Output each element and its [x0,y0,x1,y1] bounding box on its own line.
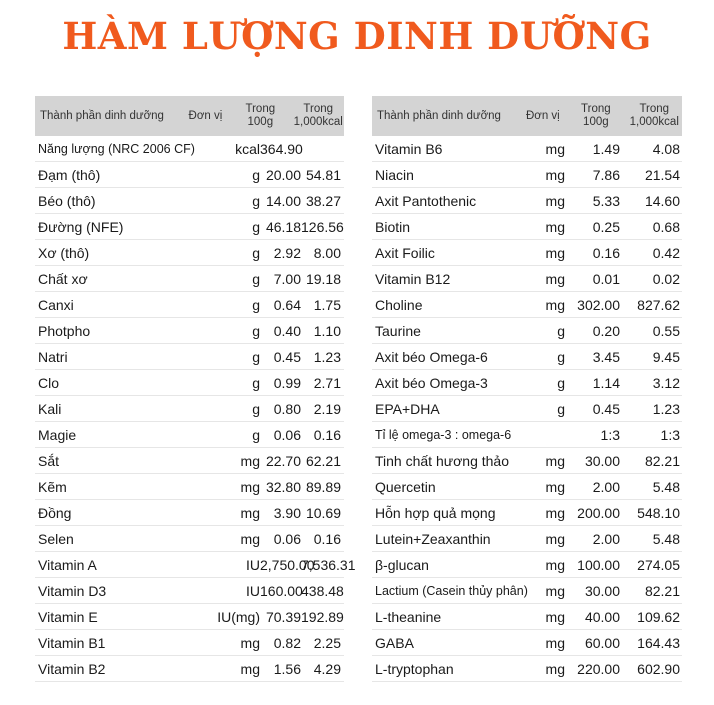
table-row [35,162,344,188]
nutrient-name: Axit béo Omega-3 [375,374,488,391]
table-row [35,604,344,630]
table-row [372,344,682,370]
unit-cell: mg [240,452,260,469]
value-per1000: 5.48 [652,478,680,495]
value-per100: 0.82 [273,634,301,651]
nutrient-name: Sắt [38,452,60,469]
nutrient-name: Biotin [375,218,411,235]
table-row [35,214,344,240]
value-per1000: 0.55 [652,322,680,339]
value-per100: 3.90 [273,504,301,521]
unit-cell: mg [545,556,565,573]
value-per100: 100.00 [577,556,620,573]
nutrient-name: Taurine [375,322,421,339]
header-name: Thành phần dinh dưỡng [377,110,501,122]
unit-cell: mg [545,218,565,235]
table-row [372,500,682,526]
table-row [372,422,682,448]
value-per1000: 1.10 [313,322,341,339]
table-row [35,422,344,448]
unit-cell: g [252,348,260,365]
unit-cell: g [252,244,260,261]
value-per100: 14.00 [265,192,301,209]
table-row [372,604,682,630]
nutrient-name: Vitamin D3 [38,582,107,599]
table-row [372,474,682,500]
value-per1000: 8.00 [313,244,341,261]
nutrient-name: Đạm (thô) [38,166,101,183]
table-row [372,578,682,604]
table-row [35,240,344,266]
nutrient-name: Vitamin A [38,556,97,573]
value-per1000: 10.69 [305,504,341,521]
table-body-left [35,136,356,682]
nutrient-name: Selen [38,530,74,547]
nutrient-name: Choline [375,296,423,313]
unit-cell: g [557,400,565,417]
table-row [372,526,682,552]
table-row [35,630,344,656]
value-per100: 5.33 [592,192,620,209]
nutrient-name: Axit béo Omega-6 [375,348,488,365]
unit-cell: mg [545,244,565,261]
value-per100: 70.39 [265,608,301,625]
table-row [372,240,682,266]
nutrition-table-right [372,96,682,682]
table-header [35,96,344,136]
table-row [35,292,344,318]
value-per1000: 0.68 [652,218,680,235]
header-per100: Trong 100g [245,103,276,128]
value-per100: 0.64 [273,296,301,313]
value-per1000: 0.42 [652,244,680,261]
value-per1000: 89.89 [305,478,341,495]
value-per1000: 9.45 [652,348,680,365]
nutrient-name: Vitamin B1 [38,634,106,651]
value-per100: 2,750.00 [260,556,315,573]
table-row [35,552,356,578]
nutrient-name: Vitamin E [38,608,98,625]
value-per100: 0.06 [273,530,301,547]
nutrient-name: Hỗn hợp quả mọng [375,504,496,521]
table-row [35,526,344,552]
value-per100: 2.00 [592,530,620,547]
unit-cell: mg [240,504,260,521]
unit-cell: IU [246,556,260,573]
table-row [35,266,344,292]
value-per1000: 274.05 [637,556,680,573]
nutrient-name: Vitamin B6 [375,140,443,157]
table-row [372,162,682,188]
value-per1000: 3.12 [652,374,680,391]
nutrient-name: Quercetin [375,478,436,495]
unit-cell: g [557,374,565,391]
table-row [35,318,344,344]
table-body-right [372,136,682,682]
value-per100: 160.00 [260,582,303,599]
unit-cell: mg [545,634,565,651]
table-row [372,214,682,240]
nutrient-name: Béo (thô) [38,192,96,209]
nutrient-name: Magie [38,426,77,443]
table-row [372,552,682,578]
value-per100: 40.00 [584,608,620,625]
table-row [372,292,682,318]
nutrient-name: Canxi [38,296,74,313]
value-per1000: 62.21 [305,452,341,469]
value-per1000: 1.23 [313,348,341,365]
value-per100: 0.99 [273,374,301,391]
value-per100: 1.56 [273,660,301,677]
value-per100: 0.45 [273,348,301,365]
value-per1000: 54.81 [305,166,341,183]
unit-cell: g [252,270,260,287]
unit-cell: g [252,192,260,209]
value-per1000: 1:3 [660,426,680,443]
header-per100: Trong 100g [581,103,611,128]
table-row [372,630,682,656]
table-row [35,370,344,396]
nutrition-table-left [35,96,356,682]
value-per100: 0.45 [592,400,620,417]
value-per1000: 126.56 [301,218,344,235]
nutrient-name: L-tryptophan [375,660,454,677]
value-per100: 220.00 [577,660,620,677]
table-header [372,96,682,136]
value-per1000: 0.16 [313,530,341,547]
nutrient-name: Năng lượng (NRC 2006 CF) [38,141,195,156]
value-per1000: 38.27 [305,192,341,209]
value-per100: 32.80 [265,478,301,495]
value-per100: 0.01 [592,270,620,287]
value-per1000: 2.19 [313,400,341,417]
unit-cell: mg [545,504,565,521]
unit-cell: mg [240,634,260,651]
table-row [35,500,344,526]
nutrient-name: Vitamin B12 [375,270,451,287]
unit-cell: mg [240,478,260,495]
value-per100: 2.00 [592,478,620,495]
nutrient-name: Axit Pantothenic [375,192,477,209]
nutrient-name: L-theanine [375,608,442,625]
unit-cell: mg [240,530,260,547]
value-per1000: 0.02 [652,270,680,287]
unit-cell: g [252,218,260,235]
value-per1000: 2.25 [313,634,341,651]
table-row [372,448,682,474]
value-per100: 0.80 [273,400,301,417]
table-row [372,656,682,682]
header-unit: Đơn vị [526,110,560,122]
unit-cell: kcal [235,140,260,157]
value-per1000: 21.54 [644,166,680,183]
value-per100: 0.20 [592,322,620,339]
header-name: Thành phần dinh dưỡng [40,110,164,122]
value-per1000: 827.62 [637,296,680,313]
value-per100: 0.25 [592,218,620,235]
unit-cell: g [252,166,260,183]
unit-cell: mg [545,582,565,599]
value-per1000: 109.62 [637,608,680,625]
unit-cell: IU [246,582,260,599]
table-row [35,344,344,370]
unit-cell: mg [545,608,565,625]
table-row [372,318,682,344]
unit-cell: g [252,426,260,443]
value-per100: 60.00 [584,634,620,651]
unit-cell: g [252,374,260,391]
nutrient-name: Vitamin B2 [38,660,106,677]
nutrient-name: Axit Foilic [375,244,435,261]
nutrient-name: Xơ (thô) [38,244,90,261]
table-row [35,578,344,604]
unit-cell: g [557,322,565,339]
value-per100: 7.86 [592,166,620,183]
value-per100: 22.70 [265,452,301,469]
table-row [372,266,682,292]
value-per100: 20.00 [265,166,301,183]
value-per100: 1:3 [600,426,620,443]
value-per100: 7.00 [273,270,301,287]
nutrient-name: Tỉ lệ omega-3 : omega-6 [375,427,512,442]
nutrient-name: Đồng [38,504,72,521]
unit-cell: mg [545,166,565,183]
header-per1000: Trong 1,000kcal [629,103,679,128]
table-row [35,656,344,682]
value-per1000: 82.21 [644,582,680,599]
header-per1000: Trong 1,000kcal [293,103,343,128]
value-per1000: 7,536.31 [301,556,356,573]
table-row [35,136,344,162]
value-per100: 3.45 [592,348,620,365]
unit-cell: mg [545,478,565,495]
table-row [372,396,682,422]
unit-cell: g [557,348,565,365]
table-row [372,370,682,396]
value-per100: 0.16 [592,244,620,261]
unit-cell: mg [545,192,565,209]
value-per1000: 4.08 [652,140,680,157]
header-unit: Đơn vị [188,110,223,122]
value-per1000: 5.48 [652,530,680,547]
value-per1000: 2.71 [313,374,341,391]
nutrient-name: GABA [375,634,414,651]
value-per100: 46.18 [265,218,301,235]
value-per100: 200.00 [577,504,620,521]
nutrient-name: β-glucan [375,556,429,573]
unit-cell: mg [545,296,565,313]
unit-cell: IU(mg) [217,608,260,625]
value-per100: 364.90 [260,140,303,157]
table-row [35,188,344,214]
value-per1000: 192.89 [301,608,344,625]
value-per100: 0.06 [273,426,301,443]
nutrient-name: Niacin [375,166,414,183]
value-per100: 2.92 [273,244,301,261]
unit-cell: mg [545,452,565,469]
value-per1000: 4.29 [313,660,341,677]
nutrient-name: Đường (NFE) [38,218,124,235]
page-title: HÀM LƯỢNG DINH DƯỠNG [62,14,652,58]
nutrient-name: Photpho [38,322,91,339]
value-per100: 302.00 [577,296,620,313]
table-row [372,136,682,162]
nutrient-name: Kẽm [38,478,67,495]
value-per100: 1.49 [592,140,620,157]
unit-cell: g [252,322,260,339]
unit-cell: mg [545,660,565,677]
table-row [35,396,344,422]
unit-cell: mg [240,660,260,677]
value-per1000: 548.10 [637,504,680,521]
nutrient-name: Clo [38,374,60,391]
nutrient-name: Lactium (Casein thủy phân) [375,583,528,598]
unit-cell: g [252,296,260,313]
table-row [372,188,682,214]
table-row [35,448,344,474]
value-per1000: 602.90 [637,660,680,677]
nutrient-name: Natri [38,348,68,365]
table-row [35,474,344,500]
nutrient-name: Lutein+Zeaxanthin [375,530,491,547]
value-per1000: 82.21 [644,452,680,469]
nutrient-name: EPA+DHA [375,400,440,417]
value-per1000: 164.43 [637,634,680,651]
unit-cell: mg [545,270,565,287]
nutrient-name: Kali [38,400,62,417]
nutrient-name: Chất xơ [38,270,88,287]
value-per1000: 1.75 [313,296,341,313]
value-per1000: 438.48 [301,582,344,599]
value-per100: 30.00 [584,452,620,469]
value-per1000: 19.18 [305,270,341,287]
value-per1000: 0.16 [313,426,341,443]
value-per100: 0.40 [273,322,301,339]
unit-cell: g [252,400,260,417]
unit-cell: mg [545,530,565,547]
value-per1000: 1.23 [652,400,680,417]
value-per1000: 14.60 [644,192,680,209]
value-per100: 30.00 [584,582,620,599]
unit-cell: mg [545,140,565,157]
nutrient-name: Tinh chất hương thảo [375,452,510,469]
value-per100: 1.14 [592,374,620,391]
